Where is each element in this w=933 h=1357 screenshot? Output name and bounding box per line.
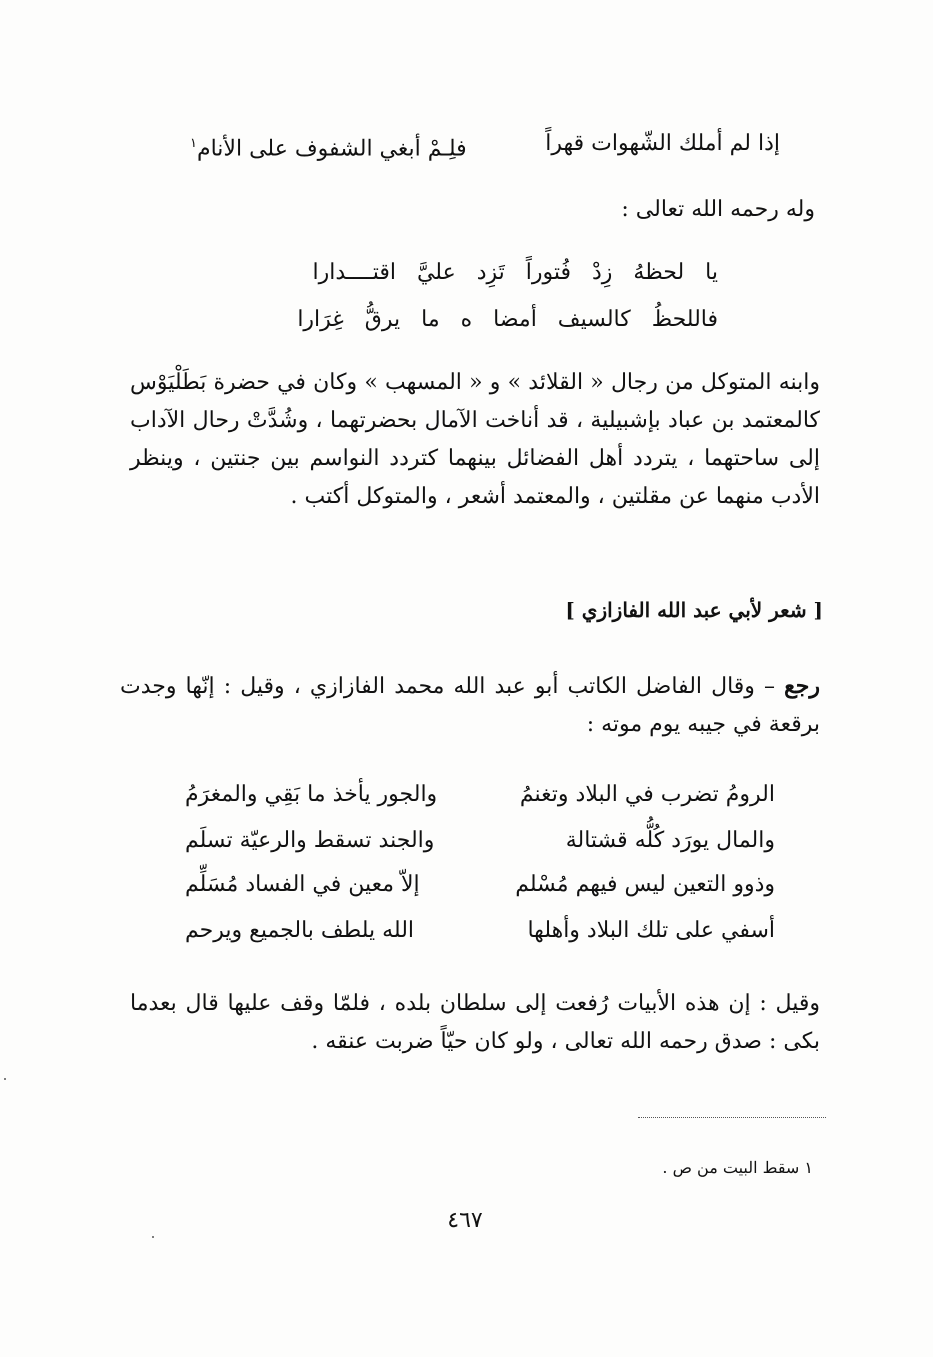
section-heading: [ شعر لأبي عبد الله الفازازي ] [565,598,823,622]
verse-1 [190,129,780,164]
poem-2-line-2-left: والجند تسقط والرعيّة تسلَم [185,828,435,853]
footnote-marker: ١ [190,136,197,151]
poem-2-line-3 [185,870,775,900]
paragraph-1: وابنه المتوكل من رجال « القلائد » و « المسهب » وكان في حضرة بَطَلْيَوْس كالمعتمد بن عباد بإشبيلية ، قد أناخت الآمال بحضرتهما ، وشُدَّتْ رحال الآداب إلى ساحتهما ، يتردد أهل الفضائل بينهما كتردد النواسم بين جنتين ، وينظر الأدب منهما عن مقلتين ، والمعتمد أشعر ، والمتوكل أكتب . [130,370,820,509]
scan-speck [152,1236,154,1238]
poem-2-line-4-right: أسفي على تلك البلاد وأهلها [527,918,775,943]
poem-2-line-3-right: وذوو التعين ليس فيهم مُسْلم [515,872,775,897]
paragraph-2-text: – وقال الفاضل الكاتب أبو عبد الله محمد الفازازي ، وقيل : إنّها وجدت برقعة في جيبه يوم موته : [120,674,820,737]
page-number: ٤٦٧ [447,1208,483,1233]
scan-speck [4,1078,6,1080]
poem-2-line-1-left: والجور يأخذ ما بَقِي والمغرَمُ [185,782,438,807]
paragraph-3: وقيل : إن هذه الأبيات رُفعت إلى سلطان بلده ، فلمّا وقف عليها قال بعدما بكى : صدق رحمه الله تعالى ، ولو كان حيّاً ضربت عنقه . [130,991,820,1054]
intro-line: وله رحمه الله تعالى : [621,197,815,222]
poem-1-line-1: يا لحظهُ زِدْ فُتوراً تَزِد عليَّ اقتــــدارا [312,260,718,285]
poem-2-line-4-left: الله يلطف بالجميع ويرحم [185,918,415,943]
verse-1-hemistich-left [190,129,467,164]
poem-2-line-3-left: إلاّ معين في الفساد مُسَلِّم [185,872,420,897]
poem-2-line-1-right: الرومُ تضرب في البلاد وتغنمُ [519,782,775,807]
poem-2-line-1 [185,780,775,810]
poem-1-line-2: فاللحظُ كالسيف أمضا ه ما يرقُّ غِرَارا [297,307,718,332]
footnote-divider [638,1117,826,1118]
verse-1-hemistich-right: إذا لم أملك الشّهوات قهراً [545,131,780,156]
poem-2-line-2 [185,826,775,856]
paragraph-2 [120,667,820,744]
poem-2-line-2-right: والمال يورَد كُلُّه قشتالة [565,828,775,853]
footnote: ١ سقط البيت من ص . [662,1158,813,1177]
return-marker: رجع [784,673,820,699]
poem-2-line-4 [185,916,775,946]
verse-1-left-text: فلِـمْ أبغي الشفوف على الأنام [196,136,467,162]
